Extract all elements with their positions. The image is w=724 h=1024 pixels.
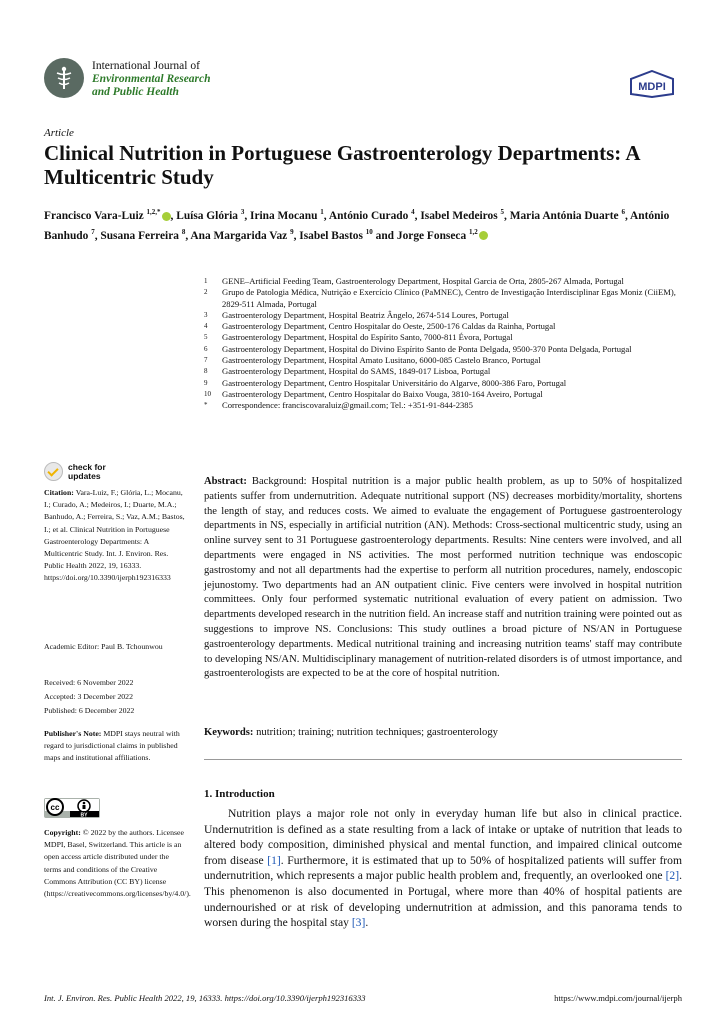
affiliation-text: Gastroenterology Department, Hospital do Divino Espírito Santo de Ponta Delgada, 9500-370 Ponta Delgada, Portugal bbox=[222, 343, 632, 354]
copyright-label: Copyright: bbox=[44, 828, 81, 837]
author-name: Susana Ferreira bbox=[100, 229, 179, 242]
intro-text-4: . bbox=[365, 916, 369, 930]
affiliation-text: Gastroenterology Department, Centro Hospitalar do Oeste, 2500-176 Caldas da Rainha, Portugal bbox=[222, 321, 556, 332]
affiliations bbox=[204, 276, 694, 412]
published-date: Published: 6 December 2022 bbox=[44, 706, 135, 715]
author-name: Irina Mocanu bbox=[250, 209, 318, 222]
ref-3-link[interactable]: [3] bbox=[351, 916, 366, 930]
check-updates-line1: check for bbox=[68, 461, 106, 472]
academic-editor: Academic Editor: Paul B. Tchounwou bbox=[44, 642, 163, 651]
affiliation-number: 6 bbox=[204, 344, 208, 353]
intro-paragraph bbox=[204, 806, 682, 931]
abstract bbox=[204, 475, 682, 682]
author-list: Francisco Vara-Luiz $^{1,2,*}$ , Luísa Glória $^3$, Irina Mocanu $^1$, António Curado $^4$, Isabel Medeiros $^5$, Maria Antónia Duarte $^6$, António Banhudo $^7$, Susana Ferreira $^8$, Ana Margarida Vaz $^9$, Isabel Bastos $^{10}$ and Jorge Fonseca $^{1,2}$ bbox=[44, 208, 670, 242]
affiliation-number: 3 bbox=[204, 310, 208, 319]
copyright bbox=[44, 827, 191, 900]
author-name: Maria Antónia Duarte bbox=[509, 209, 619, 222]
check-for-updates[interactable] bbox=[44, 462, 106, 481]
affiliation-item bbox=[204, 378, 694, 389]
intro-text-2: . Furthermore, it is estimated that up to 50% of hospitalized patients will suffer from undernutrition, which represents a major public health problem and, frequently, an overlooked one bbox=[204, 853, 682, 883]
caduceus-icon bbox=[51, 65, 77, 91]
mdpi-text: MDPI bbox=[638, 81, 666, 93]
author-affiliation-marker: 3 bbox=[240, 208, 245, 216]
affiliation-item bbox=[204, 400, 694, 411]
publisher-note-label: Publisher's Note: bbox=[44, 729, 102, 738]
author-name: Isabel Medeiros bbox=[420, 209, 498, 222]
author-affiliation-marker: 8 bbox=[181, 227, 186, 236]
affiliation-text: Gastroenterology Department, Centro Hospitalar do Baixo Vouga, 3810-164 Aveiro, Portugal bbox=[222, 388, 543, 399]
affiliation-number: 10 bbox=[204, 389, 211, 398]
affiliation-item bbox=[204, 332, 694, 343]
keywords bbox=[204, 727, 682, 738]
keywords-label: Keywords: bbox=[204, 727, 254, 738]
citation-text: Vara-Luiz, F.; Glória, L.; Mocanu, I.; Curado, A.; Medeiros, I.; Duarte, M.A.; Banhudo, A.; Ferreira, S.; Vaz, A.M.; Bastos, I.; et al. Clinical Nutrition in Portuguese Gastroenterology Departments: A Multicentric Study. Int. J. Environ. Res. Public Health 2022, 19, 16333. https://doi.org/10.3390/ijerph192316333 bbox=[44, 488, 185, 583]
intro-text-1: Nutrition plays a major role not only in everyday human life but also in clinical practice. Undernutrition is defined as a state resulting from a lack of intake or uptake of nutrition that leads to altered body composition, diminished physical and mental function, and impaired clinical outcome from disease bbox=[204, 807, 682, 867]
article-type: Article bbox=[44, 127, 74, 139]
accepted-date: Accepted: 3 December 2022 bbox=[44, 692, 133, 701]
keywords-text: nutrition; training; nutrition techniques; gastroenterology bbox=[256, 727, 498, 738]
abstract-label: Abstract: bbox=[204, 476, 247, 487]
affiliation-text: Gastroenterology Department, Centro Hospitalar Universitário do Algarve, 8000-386 Faro, Portugal bbox=[222, 377, 567, 388]
author-name: Luísa Glória bbox=[176, 209, 238, 222]
cc-by-badge[interactable] bbox=[44, 798, 100, 818]
affiliation-item bbox=[204, 355, 694, 366]
affiliation-item bbox=[204, 310, 694, 321]
affiliation-number: 4 bbox=[204, 322, 208, 331]
affiliation-item bbox=[204, 321, 694, 332]
citation-label: Citation: bbox=[44, 488, 74, 497]
journal-name bbox=[92, 60, 211, 99]
section-divider bbox=[204, 759, 682, 760]
author-affiliation-marker: 6 bbox=[621, 208, 625, 216]
affiliation-number: 2 bbox=[204, 288, 208, 297]
intro-text-3: . This phenomenon is also documented in Portugal, where more than 40% of hospital patients are undernourished or at risk of developing undernutrition at admission, and this panorama tends to worsen during the hospital stay bbox=[204, 869, 682, 930]
section-heading: 1. Introduction bbox=[204, 788, 275, 800]
copyright-text: © 2022 by the authors. Licensee MDPI, Basel, Switzerland. This article is an open access article distributed under the terms and conditions of the Creative Commons Attribution (CC BY) license (https://creativecommons.org/licenses/by/4.0/). bbox=[44, 828, 191, 899]
orcid-icon[interactable] bbox=[479, 231, 488, 240]
by-label: BY bbox=[80, 812, 88, 818]
author-affiliation-marker: 10 bbox=[365, 227, 373, 236]
journal-line1: International Journal of bbox=[92, 60, 200, 72]
journal-logo bbox=[44, 58, 84, 98]
cc-label: cc bbox=[50, 803, 60, 812]
affiliation-number: 9 bbox=[204, 378, 208, 387]
affiliation-number: 7 bbox=[204, 356, 208, 365]
check-updates-line2: updates bbox=[68, 470, 101, 481]
journal-line2: Environmental Research bbox=[92, 73, 211, 85]
affiliation-number: 8 bbox=[204, 367, 208, 376]
author-affiliation-marker: 7 bbox=[91, 227, 95, 236]
affiliation-item bbox=[204, 276, 694, 287]
affiliation-text: Grupo de Patologia Médica, Nutrição e Exercício Clínico (PaMNEC), Centro de Investigação Interdisciplinar Egas Moniz (CiiEM), 2829-511 Almada, Portugal bbox=[222, 287, 676, 309]
affiliation-text: Gastroenterology Department, Hospital do Espírito Santo, 7000-811 Évora, Portugal bbox=[222, 332, 513, 343]
author-affiliation-marker: 1,2 bbox=[469, 227, 478, 236]
affiliation-item bbox=[204, 287, 694, 310]
affiliation-text: GENE–Artificial Feeding Team, Gastroenterology Department, Hospital Garcia de Orta, 2805-267 Almada, Portugal bbox=[222, 276, 624, 286]
orcid-icon[interactable] bbox=[162, 212, 171, 221]
mdpi-logo[interactable] bbox=[628, 70, 676, 98]
check-updates-icon bbox=[44, 462, 63, 481]
ref-1-link[interactable]: [1] bbox=[267, 853, 281, 867]
affiliation-item bbox=[204, 344, 694, 355]
author-affiliation-marker: 1,2,* bbox=[146, 208, 161, 216]
affiliation-number: * bbox=[204, 401, 208, 410]
publisher-note bbox=[44, 728, 186, 765]
author-name: Francisco Vara-Luiz bbox=[44, 209, 144, 222]
footer-url[interactable]: https://www.mdpi.com/journal/ijerph bbox=[554, 993, 682, 1003]
abstract-text: Background: Hospital nutrition is a major public health problem, as up to 50% of hospitalized patients suffer from undernutrition. Adequate nutritional support (NS) decreases morbidity/mortality, shortens the length of stay, and reduces costs. We aimed to evaluate the engagement of Portuguese gastroenterology departments in NS, especially in artificial nutrition (AN). Methods: Cross-sectional multicentric study, using an online survey sent to 31 Portuguese gastroenterology departments. Results: Nine centers were involved, and all departments were engaged in NS activities. The most performed nutrition technique was endoscopic gastrostomy and not all departments had the expertise to perform all nutrition procedures, namely, endoscopic jejunostomy. Two departments had an AN outpatient clinic. Five centers were involved in hospital nutrition committees. Only four performed systematic nutritional evaluation of every patient on admission. Two departments developed research in the nutrition field. An increase staff and nutrition training were pointed out as suggestions to improve NS. Conclusions: This study outlines a broad picture of NS/AN in Portuguese gastroenterology departments. Medical nutritional training and increasing nutrition teams' staff may contribute to developing NS/AN. Multidisciplinary management of nutrition-related disorders is of utmost importance, and gastroenterologists are expected to be at the core of hospital nutrition. bbox=[204, 476, 682, 680]
author-affiliation-marker: 4 bbox=[411, 208, 415, 216]
affiliation-text: Gastroenterology Department, Hospital Beatriz Ângelo, 2674-514 Loures, Portugal bbox=[222, 309, 509, 320]
author-name: Jorge Fonseca bbox=[396, 229, 467, 242]
affiliation-number: 1 bbox=[204, 277, 208, 285]
authors-and: and bbox=[375, 229, 395, 242]
affiliation-text: Gastroenterology Department, Hospital Amato Lusitano, 6000-085 Castelo Branco, Portugal bbox=[222, 355, 541, 366]
affiliation-item bbox=[204, 366, 694, 377]
ref-2-link[interactable]: [2] bbox=[665, 869, 680, 883]
affiliation-text: Gastroenterology Department, Hospital do SAMS, 1849-017 Lisboa, Portugal bbox=[222, 366, 491, 377]
author-name: Isabel Bastos bbox=[299, 229, 363, 242]
affiliation-number: 5 bbox=[204, 333, 208, 342]
affiliation-text: Correspondence: franciscovaraluiz@gmail.com; Tel.: +351-91-844-2385 bbox=[222, 400, 473, 411]
author-affiliation-marker: 5 bbox=[500, 208, 505, 216]
author-name: Ana Margarida Vaz bbox=[190, 229, 288, 242]
publisher-note-text: MDPI stays neutral with regard to jurisdictional claims in published maps and institutional affiliations. bbox=[44, 729, 180, 763]
citation bbox=[44, 487, 186, 585]
affiliation-item bbox=[204, 389, 694, 400]
article-title: Clinical Nutrition in Portuguese Gastroenterology Departments: A Multicentric Study bbox=[44, 141, 640, 189]
received-date: Received: 6 November 2022 bbox=[44, 678, 134, 687]
author-affiliation-marker: 9 bbox=[290, 227, 294, 236]
author-name: António Curado bbox=[328, 209, 409, 222]
author-name: António Banhudo bbox=[44, 209, 670, 242]
journal-line3: and Public Health bbox=[92, 86, 179, 98]
footer-citation: Int. J. Environ. Res. Public Health 2022, 19, 16333. https://doi.org/10.3390/ijerph192316333 bbox=[44, 993, 366, 1003]
author-affiliation-marker: 1 bbox=[320, 208, 324, 216]
